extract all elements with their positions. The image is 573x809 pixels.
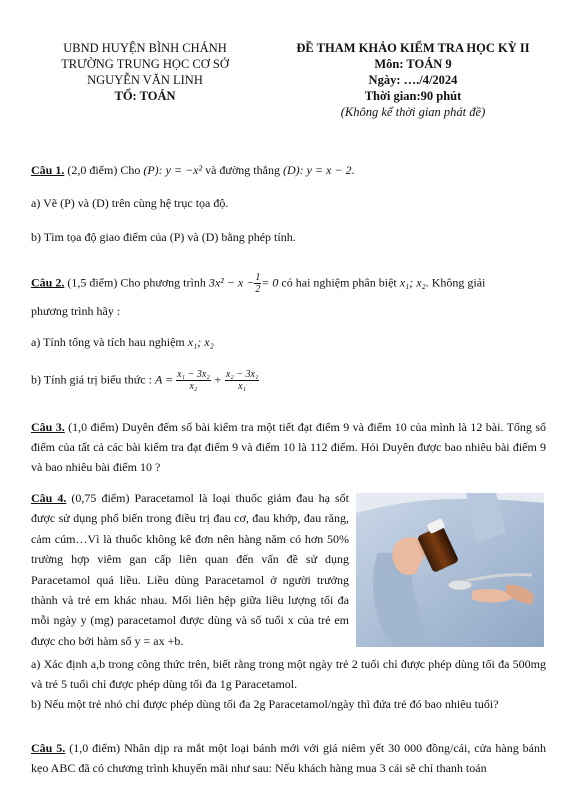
q4-part-b: b) Nếu một trẻ nhỏ chỉ được phép dùng tối đa 2g Paracetamol/ngày thì đứa trẻ đó bao nhiêu tuổi? [31,697,499,711]
q3-statement [31,417,546,477]
medicine-photo-illustration [356,493,544,647]
q2-line2: phương trình hãy : [31,304,121,318]
q2-b-plus: + [213,372,222,387]
q5-statement [31,738,546,778]
q2-rest: có hai nghiệm phân biệt [278,275,400,290]
q4-statement [31,488,349,651]
department: TỔ: TOÁN [114,89,176,103]
q2-tail: . Không giải [425,275,486,290]
q1-line: (D): y = x − 2 [282,163,352,177]
exam-date: Ngày: …./4/2024 [368,73,458,87]
q3-text: (1,0 điểm) Duyên đếm số bài kiểm tra một tiết đạt điểm 9 và điểm 10 của mình là 12 bài. Tổng số điểm của tất cả các bài kiểm tra đạt điểm 9 và điểm 10 là 112 điểm. Hỏi Duyên được bao nhiêu bài điểm 9 và bao nhiêu bài điểm 10 ? [31,420,547,474]
school-header [30,40,260,104]
q2-eq-den: 2 [255,284,261,295]
q2-eq-left: 3x² − x − [208,275,255,290]
q2-part-b [31,369,546,392]
q2-eq-num: 1 [255,272,261,283]
q2-eq-right: = 0 [261,275,279,290]
q2-part-a [31,334,546,350]
exam-time: Thời gian:90 phút [364,89,462,103]
q1-mid: và đường thẳng [202,163,283,177]
q2-b-text: b) Tính giá trị biểu thức : [31,372,155,387]
exam-subject: Môn: TOÁN 9 [374,57,452,71]
q2-b-a: A = [154,372,174,387]
exam-title: ĐỀ THAM KHẢO KIỂM TRA HỌC KỲ II [296,41,530,55]
q2-b-num2: x₂ − 3x₁ [225,369,259,380]
q2-a-roots: x₁; x₂ [187,335,214,349]
exam-note: (Không kể thời gian phát đề) [340,105,486,119]
q3-label: Câu 3. [31,420,65,434]
q2-a-text: a) Tính tổng và tích hau nghiệm [31,335,188,349]
q1-parabola: (P): y = −x² [143,163,203,177]
q2-b-frac2 [225,369,260,392]
q5-label: Câu 5. [31,741,66,755]
q2-b-den2: x₁ [238,381,247,392]
exam-header [268,40,558,120]
q2-label: Câu 2. [31,275,65,290]
q2-roots: x₁; x₂ [399,275,426,290]
medicine-photo [356,493,544,647]
q1-part-b: b) Tìm tọa độ giao điểm của (P) và (D) bằng phép tính. [31,230,296,244]
school-name: TRƯỜNG TRUNG HỌC CƠ SỞ [61,57,229,71]
q2-b-num1: x₁ − 3x₂ [177,369,210,380]
q1-end: . [351,163,355,177]
q1-intro: (2,0 điểm) Cho [64,163,144,177]
school-name-2: NGUYỄN VĂN LINH [87,73,203,87]
q4-text: (0,75 điểm) Paracetamol là loại thuốc giảm đau hạ sốt được sử dụng phổ biến trong điều trị đau cơ, đau khớp, đau răng, cảm cúm…Vì là thuốc không kê đơn nên hàng năm có hơn 50% trường hợp viêm gan cấp liên quan đến vấn đề sử dụng Paracetamol quá liều. Liều dùng Paracetamol ở người trưởng thành và trẻ em khác nhau. Mối liên hệp giữa liều lượng tối đa mỗi ngày y (mg) paracetamol được dùng và số tuổi x của trẻ em được cho bởi hàm số y = ax +b. [31,491,349,648]
q1-part-a: a) Vẽ (P) và (D) trên cùng hệ trục tọa độ. [31,196,229,210]
q5-text: (1,0 điểm) Nhân dịp ra mắt một loại bánh mới với giá niêm yết 30 000 đồng/cái, cửa hàng bánh kẹo ABC đã có chương trình khuyến mãi như sau: Nếu khách hàng mua 3 cái sẽ chỉ thanh toán [31,741,546,775]
q1-label: Câu 1. [31,163,65,177]
q2-b-frac1 [176,369,211,392]
q2-intro: (1,5 điểm) Cho phương trình [64,275,209,290]
district-name: UBND HUYỆN BÌNH CHÁNH [63,41,227,55]
q1-statement [31,162,546,178]
q4-part-a: a) Xác định a,b trong công thức trên, biết rằng trong một ngày trẻ 2 tuổi chỉ được phép dùng tối đa 500mg và trẻ 5 tuổi chỉ được phép dùng tối đa 1g Paracetamol. [31,657,546,691]
q2-b-den1: x₂ [189,381,198,392]
q2-statement [31,272,546,295]
q4-label: Câu 4. [31,491,67,505]
